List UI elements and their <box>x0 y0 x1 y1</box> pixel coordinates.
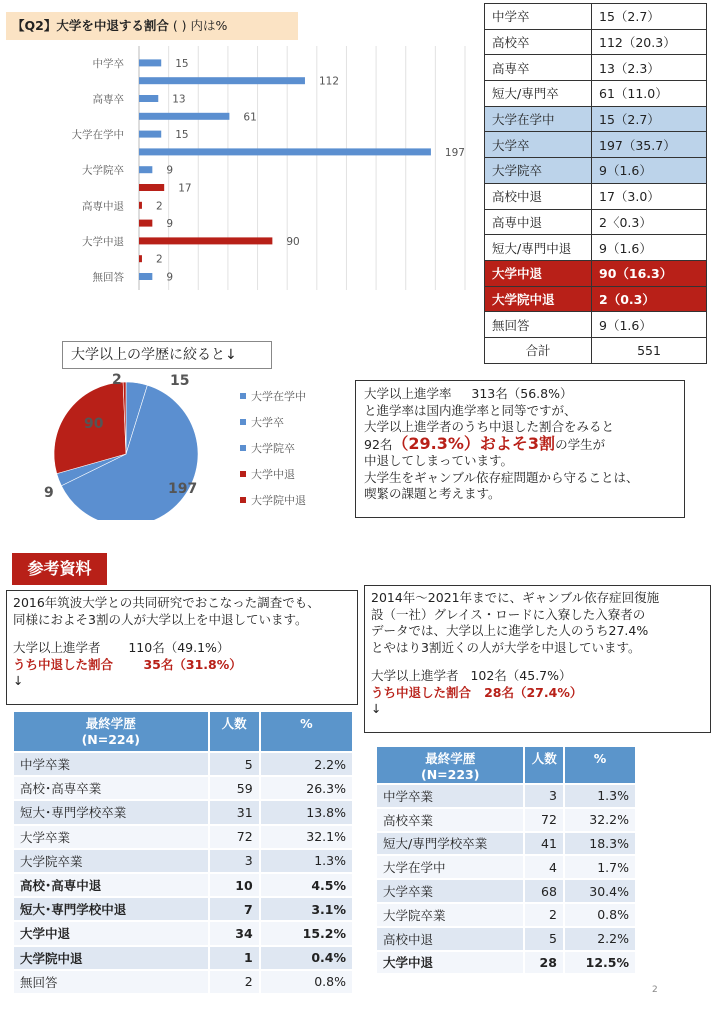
bar-value-label: 197 <box>444 146 465 159</box>
cell-label: 短大/専門学校卒業 <box>376 832 524 856</box>
study1-label-a: 大学以上進学者 <box>13 640 101 655</box>
study1-row-a <box>13 640 351 657</box>
summary-row <box>485 209 707 235</box>
summary-row <box>485 286 707 312</box>
tsukuba-education-table <box>12 710 354 995</box>
summary-value: 61（11.0） <box>592 81 707 107</box>
summary-label: 合計 <box>485 337 592 363</box>
bar-高校中退 <box>139 184 164 191</box>
study2-value-b: 28名（27.4%） <box>484 684 583 700</box>
table-row <box>376 855 636 879</box>
bar-大学卒 <box>139 148 431 155</box>
pie-title: 大学以上の学歴に絞ると↓ <box>62 341 272 369</box>
summary-row <box>485 183 707 209</box>
cell-count: 68 <box>524 879 563 903</box>
summary-value: 2〈0.3） <box>592 209 707 235</box>
cell-count: 3 <box>524 784 563 808</box>
table-row <box>376 927 636 951</box>
table-row <box>13 946 353 970</box>
summary-label: 短大/専門卒 <box>485 81 592 107</box>
bar-高専卒 <box>139 95 158 102</box>
summary-value: 2（0.3） <box>592 286 707 312</box>
cell-count: 1 <box>209 946 260 970</box>
bar-value-label: 2 <box>155 253 163 266</box>
cell-count: 72 <box>524 808 563 832</box>
study2-row-a <box>371 668 704 685</box>
cell-label: 大学卒業 <box>376 879 524 903</box>
cell-label: 無回答 <box>13 970 209 994</box>
study2-label-b: うち中退した割合 <box>371 684 472 700</box>
bar-value-label: 112 <box>318 75 340 88</box>
study2-line-4: とやはり3割近くの人が大学を中退しています。 <box>371 639 641 655</box>
table-row <box>13 776 353 800</box>
legend-label: 大学院中退 <box>251 494 306 507</box>
bar-value-label: 9 <box>166 164 174 177</box>
summary-label: 高校中退 <box>485 183 592 209</box>
summary-value: 197（35.7） <box>592 132 707 158</box>
category-label: 無回答 <box>92 271 124 284</box>
cell-pct: 30.4% <box>564 879 636 903</box>
bar-大学在学中 <box>139 131 161 138</box>
cell-pct: 2.2% <box>564 927 636 951</box>
bar-短大/専門卒 <box>139 113 229 120</box>
legend-label: 大学中退 <box>251 468 295 481</box>
summary-row <box>485 235 707 261</box>
bar-value-label: 2 <box>155 200 163 213</box>
table-row <box>13 849 353 873</box>
cell-pct: 18.3% <box>564 832 636 856</box>
bar-value-label: 61 <box>243 111 257 124</box>
column-header: % <box>260 711 353 752</box>
down-arrow-icon: ↓ <box>13 673 24 688</box>
cell-label: 大学院中退 <box>13 946 209 970</box>
summary-label: 大学在学中 <box>485 106 592 132</box>
pie-value-label: 197 <box>168 481 198 497</box>
summary-value: 15（2.7） <box>592 106 707 132</box>
note-line-3: 大学以上進学者のうち中退した割合をみると <box>364 419 615 434</box>
bar-value-label: 15 <box>175 57 189 70</box>
column-header: 人数 <box>524 746 563 784</box>
table-row <box>376 903 636 927</box>
bar-value-label: 90 <box>286 235 300 248</box>
cell-label: 中学卒業 <box>376 784 524 808</box>
legend-swatch <box>240 419 246 425</box>
legend-swatch <box>240 445 246 451</box>
note-line-6: 大学生をギャンブル依存症問題から守ることは、 <box>364 469 639 485</box>
pie-value-label: 2 <box>112 372 122 388</box>
table-row <box>376 879 636 903</box>
summary-label: 大学中退 <box>485 260 592 286</box>
legend-swatch <box>240 393 246 399</box>
study1-value-b: 35名（31.8%） <box>143 656 242 672</box>
category-label: 大学院卒 <box>82 164 124 177</box>
bar-value-label: 13 <box>172 93 186 106</box>
note-line-2: と進学率は国内進学率と同等ですが、 <box>364 402 577 418</box>
cell-label: 高校卒業 <box>376 808 524 832</box>
note-line-7: 喫緊の課題と考えます。 <box>364 486 501 501</box>
bar-value-label: 9 <box>166 218 174 231</box>
table-row <box>376 784 636 808</box>
note-line-1 <box>364 386 676 403</box>
cell-count: 59 <box>209 776 260 800</box>
cell-label: 大学院卒業 <box>376 903 524 927</box>
note-line-5: 中退してしまっています。 <box>364 453 514 468</box>
study1-line-1: 2016年筑波大学との共同研究でおこなった調査でも、 <box>13 595 320 610</box>
cell-pct: 2.2% <box>260 752 353 776</box>
pie-value-label: 9 <box>44 485 54 501</box>
bar-高専中退 <box>139 202 142 209</box>
column-header: 人数 <box>209 711 260 752</box>
summary-label: 大学院中退 <box>485 286 592 312</box>
summary-label: 中学卒 <box>485 4 592 30</box>
summary-row <box>485 337 707 363</box>
study-box-grace-road <box>364 585 711 733</box>
bar-短大/専門中退 <box>139 220 152 227</box>
table-row <box>376 808 636 832</box>
cell-label: 大学院卒業 <box>13 849 209 873</box>
table-row <box>13 752 353 776</box>
table-row <box>13 970 353 994</box>
cell-label: 中学卒業 <box>13 752 209 776</box>
bar-無回答 <box>139 273 152 280</box>
study2-line-3: データでは、大学以上に進学した人のうち27.4% <box>371 623 649 638</box>
dropout-bar-chart <box>0 44 470 294</box>
cell-pct: 12.5% <box>564 951 636 975</box>
summary-row <box>485 132 707 158</box>
question-title: 【Q2】大学を中退する割合 <box>12 18 169 33</box>
summary-row <box>485 106 707 132</box>
question-paren: ( ) <box>172 18 187 33</box>
cell-pct: 1.3% <box>260 849 353 873</box>
summary-label: 無回答 <box>485 312 592 338</box>
cell-label: 高校･高専中退 <box>13 873 209 897</box>
study2-line-1: 2014年～2021年までに、ギャンブル依存症回復施 <box>371 590 660 605</box>
bar-大学中退 <box>139 237 272 244</box>
cell-count: 28 <box>524 951 563 975</box>
summary-value: 17（3.0） <box>592 183 707 209</box>
note-count: 92名 <box>364 436 393 452</box>
bar-value-label: 17 <box>178 182 192 195</box>
column-header: 最終学歴 (N=223) <box>376 746 524 784</box>
pie-value-label: 90 <box>84 416 104 432</box>
reference-badge: 参考資料 <box>12 553 107 585</box>
summary-label: 高専卒 <box>485 55 592 81</box>
table-row <box>13 873 353 897</box>
cell-label: 短大･専門学校卒業 <box>13 800 209 824</box>
cell-count: 34 <box>209 921 260 945</box>
cell-pct: 4.5% <box>260 873 353 897</box>
note-line-4 <box>364 433 676 454</box>
unit-note: 内は% <box>190 18 228 33</box>
study-box-tsukuba <box>6 590 358 705</box>
category-label: 大学中退 <box>82 235 124 248</box>
summary-label: 高校卒 <box>485 29 592 55</box>
cell-count: 3 <box>209 849 260 873</box>
summary-table <box>484 3 707 364</box>
cell-label: 短大･専門学校中退 <box>13 897 209 921</box>
bar-value-label: 15 <box>175 129 189 142</box>
table-row <box>376 832 636 856</box>
cell-pct: 0.8% <box>260 970 353 994</box>
cell-pct: 3.1% <box>260 897 353 921</box>
table-row <box>13 921 353 945</box>
study1-label-b: うち中退した割合 <box>13 656 114 672</box>
cell-pct: 26.3% <box>260 776 353 800</box>
cell-pct: 32.1% <box>260 825 353 849</box>
legend-label: 大学在学中 <box>251 390 306 403</box>
cell-count: 41 <box>524 832 563 856</box>
summary-value: 13（2.3） <box>592 55 707 81</box>
summary-value: 112（20.3） <box>592 29 707 55</box>
study2-value-a: 102名（45.7%） <box>470 668 572 683</box>
cell-pct: 32.2% <box>564 808 636 832</box>
study2-row-b <box>371 685 704 702</box>
summary-label: 高専中退 <box>485 209 592 235</box>
table-row <box>13 897 353 921</box>
cell-count: 2 <box>209 970 260 994</box>
grace-road-education-table <box>375 745 637 975</box>
category-label: 高専卒 <box>92 93 124 106</box>
summary-row <box>485 29 707 55</box>
down-arrow-icon: ↓ <box>371 701 382 716</box>
note-suffix: の学生が <box>555 436 606 452</box>
legend-swatch <box>240 497 246 503</box>
summary-label: 短大/専門中退 <box>485 235 592 261</box>
summary-value: 9（1.6） <box>592 312 707 338</box>
cell-pct: 1.3% <box>564 784 636 808</box>
summary-value: 551 <box>592 337 707 363</box>
study1-line-2: 同様におよそ3割の人が大学以上を中退しています。 <box>13 611 308 627</box>
category-label: 高専中退 <box>82 200 124 213</box>
cell-pct: 1.7% <box>564 855 636 879</box>
university-pie-chart <box>30 370 350 520</box>
note-highlight: （29.3%）およそ3割 <box>392 433 556 453</box>
table-row <box>13 800 353 824</box>
legend-swatch <box>240 471 246 477</box>
category-label: 大学在学中 <box>71 129 124 142</box>
cell-label: 大学在学中 <box>376 855 524 879</box>
summary-row <box>485 81 707 107</box>
note-box <box>355 380 685 518</box>
legend-label: 大学院卒 <box>251 442 295 455</box>
summary-row <box>485 158 707 184</box>
table-row <box>376 951 636 975</box>
bar-value-label: 9 <box>166 271 174 284</box>
column-header: % <box>564 746 636 784</box>
summary-label: 大学院卒 <box>485 158 592 184</box>
cell-count: 7 <box>209 897 260 921</box>
bar-中学卒 <box>139 59 161 66</box>
page-number: 2 <box>652 985 658 995</box>
study1-row-b <box>13 657 351 674</box>
study2-line-2: 設（一社）グレイス・ロードに入寮した入寮者の <box>371 606 646 622</box>
bar-大学院卒 <box>139 166 152 173</box>
summary-row <box>485 4 707 30</box>
cell-count: 72 <box>209 825 260 849</box>
column-header: 最終学歴 (N=224) <box>13 711 209 752</box>
question-header <box>6 12 298 40</box>
summary-label: 大学卒 <box>485 132 592 158</box>
summary-row <box>485 260 707 286</box>
cell-pct: 13.8% <box>260 800 353 824</box>
summary-value: 9（1.6） <box>592 235 707 261</box>
bar-大学院中退 <box>139 255 142 262</box>
cell-count: 31 <box>209 800 260 824</box>
cell-count: 4 <box>524 855 563 879</box>
note-rate-value: 313名（56.8%） <box>471 386 573 401</box>
cell-count: 10 <box>209 873 260 897</box>
cell-pct: 0.4% <box>260 946 353 970</box>
summary-value: 15（2.7） <box>592 4 707 30</box>
table-row <box>13 825 353 849</box>
study1-value-a: 110名（49.1%） <box>128 640 230 655</box>
cell-label: 大学卒業 <box>13 825 209 849</box>
note-rate-label: 大学以上進学率 <box>364 386 452 401</box>
summary-row <box>485 55 707 81</box>
pie-value-label: 15 <box>170 373 190 389</box>
legend-label: 大学卒 <box>251 416 284 429</box>
study2-label-a: 大学以上進学者 <box>371 668 459 683</box>
summary-value: 9（1.6） <box>592 158 707 184</box>
cell-label: 高校･高専卒業 <box>13 776 209 800</box>
summary-value: 90（16.3） <box>592 260 707 286</box>
bar-高校卒 <box>139 77 305 84</box>
cell-label: 高校中退 <box>376 927 524 951</box>
cell-pct: 15.2% <box>260 921 353 945</box>
cell-label: 大学中退 <box>376 951 524 975</box>
cell-count: 2 <box>524 903 563 927</box>
cell-label: 大学中退 <box>13 921 209 945</box>
cell-count: 5 <box>209 752 260 776</box>
cell-pct: 0.8% <box>564 903 636 927</box>
category-label: 中学卒 <box>92 57 124 70</box>
cell-count: 5 <box>524 927 563 951</box>
summary-row <box>485 312 707 338</box>
